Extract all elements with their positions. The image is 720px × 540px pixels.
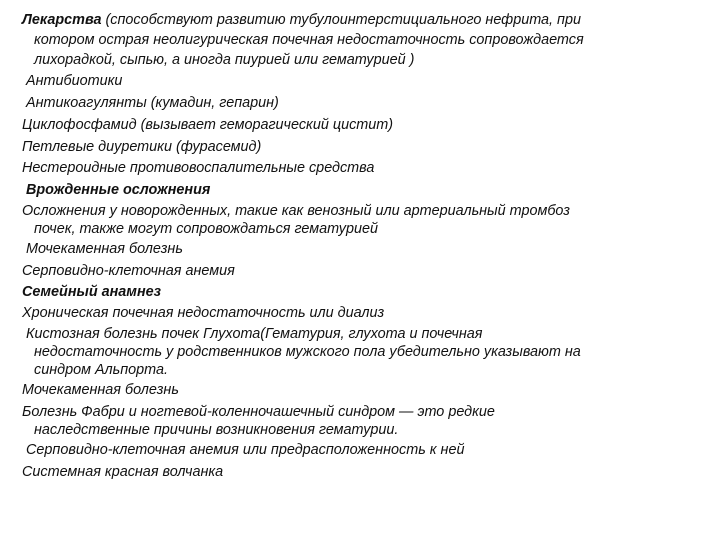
list-item-cont: почек, также могут сопровождаться гематурией <box>34 221 379 237</box>
list-item-cont: синдром Альпорта. <box>34 362 168 378</box>
list-item-cont: наследственные причины возникновения гематурии. <box>34 422 399 438</box>
drugs-description-cont: котором острая неолигурическая почечная недостаточность сопровождается <box>34 32 584 48</box>
list-item: Антикоагулянты (кумадин, гепарин) <box>26 95 279 111</box>
list-item: Серповидно-клеточная анемия или предрасположенность к ней <box>26 442 465 458</box>
list-item: Серповидно-клеточная анемия <box>22 263 235 279</box>
drugs-description: (способствуют развитию тубулоинтерстициального нефрита, при <box>101 12 581 28</box>
list-item-cont: недостаточность у родственников мужского пола убедительно указывают на <box>34 344 581 360</box>
drugs-heading: Лекарства <box>22 12 102 28</box>
list-item: Мочекаменная болезнь <box>22 382 179 398</box>
congenital-complications-heading: Врожденные осложнения <box>26 182 211 198</box>
list-item: Антибиотики <box>26 73 123 89</box>
list-item: Кистозная болезнь почек Глухота(Гематурия, глухота и почечная <box>26 326 483 342</box>
list-item: Мочекаменная болезнь <box>26 241 183 257</box>
family-history-heading: Семейный анамнез <box>22 284 161 300</box>
drugs-paragraph-line <box>22 13 581 27</box>
list-item: Хроническая почечная недостаточность или диализ <box>22 305 385 321</box>
list-item: Осложнения у новорожденных, такие как венозный или артериальный тромбоз <box>22 203 570 219</box>
drugs-description-cont: лихорадкой, сыпью, а иногда пиурией или гематурией ) <box>34 52 415 68</box>
list-item: Циклофосфамид (вызывает геморагический цистит) <box>22 117 394 133</box>
list-item: Нестероидные противовоспалительные средства <box>22 160 375 176</box>
list-item: Болезнь Фабри и ногтевой-коленночашечный синдром — это редкие <box>22 404 495 420</box>
list-item: Петлевые диуретики (фурасемид) <box>22 139 262 155</box>
list-item: Системная красная волчанка <box>22 464 224 480</box>
